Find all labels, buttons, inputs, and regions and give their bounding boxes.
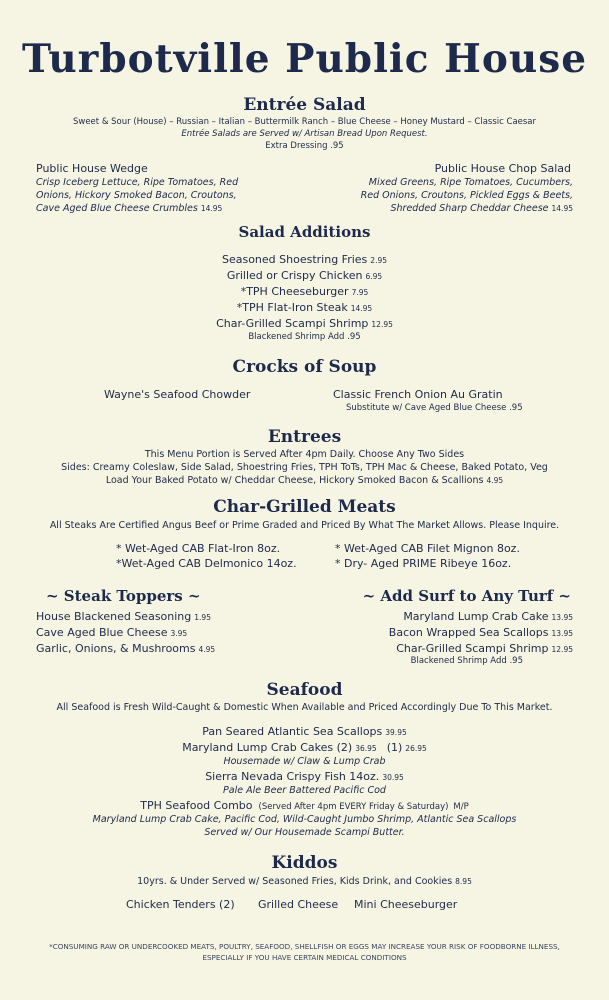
addition-name: *TPH Flat-Iron Steak [236,301,348,314]
crispy-fish-desc: Pale Ale Beer Battered Pacific Cod [223,785,386,796]
kids-chicken-tenders: Chicken Tenders (2) [126,898,235,911]
sides-list: Sides: Creamy Coleslaw, Side Salad, Shoestring Fries, TPH ToTs, TPH Mac & Cheese, Baked Potato, Veg [61,462,548,473]
salad-additions-heading: Salad Additions [238,223,371,241]
kiddos-note: 10yrs. & Under Served w/ Seasoned Fries, Kids Drink, and Cookies [137,876,453,887]
topper-price: 4.95 [198,645,216,654]
addition-name: *TPH Cheeseburger [240,285,349,298]
menu-title: Turbotville Public House [21,36,588,82]
prime-ribeye: * Dry- Aged PRIME Ribeye 16oz. [335,557,512,570]
kids-mini-cheeseburger: Mini Cheeseburger [354,898,458,911]
seafood-combo-desc-2: Served w/ Our Housemade Scampi Butter. [204,827,405,838]
addition-price: 2.95 [370,256,387,265]
topper-item [36,610,211,623]
wedge-desc-3: Cave Aged Blue Cheese Crumbles [36,203,198,214]
extra-dressing: Extra Dressing .95 [265,141,344,151]
french-onion-soup: Classic French Onion Au Gratin [333,388,503,401]
health-disclaimer-1: *CONSUMING RAW OR UNDERCOOKED MEATS, POULTRY, SEAFOOD, SHELLFISH OR EGGS MAY INCREASE YOUR RISK OF FOODBORNE ILLNESS, [49,942,560,951]
load-potato-text: Load Your Baked Potato w/ Cheddar Cheese, Hickory Smoked Bacon & Scallions [105,475,484,486]
addition-name: Grilled or Crispy Chicken [226,269,363,282]
chop-price: 14.95 [551,204,573,213]
load-potato-row [0,475,609,486]
wedge-salad-name: Public House Wedge [36,162,148,175]
dressing-list: Sweet & Sour (House) – Russian – Italian – Buttermilk Ranch – Blue Cheese – Honey Mustard – Classic Caesar [72,117,537,127]
topper-item [36,642,215,655]
crispy-fish-price: 30.95 [382,773,404,782]
seafood-combo-name: TPH Seafood Combo [140,799,253,812]
addition-item [0,253,609,266]
seafood-combo-desc-1: Maryland Lump Crab Cake, Pacific Cod, Wild-Caught Jumbo Shrimp, Atlantic Sea Scallops [92,814,517,825]
addition-price: 14.95 [350,304,373,313]
wedge-desc-2: Onions, Hickory Smoked Bacon, Croutons, [36,190,237,201]
surf-name: Bacon Wrapped Sea Scallops [388,626,549,639]
entrees-heading: Entrees [267,427,342,447]
topper-name: Garlic, Onions, & Mushrooms [36,642,196,655]
chop-desc-1: Mixed Greens, Ripe Tomatoes, Cucumbers, [368,177,573,188]
delmonico-steak: *Wet-Aged CAB Delmonico 14oz. [116,557,297,570]
addition-price: 7.95 [351,288,369,297]
chop-salad-name: Public House Chop Salad [434,162,571,175]
soup-substitute-note: Substitute w/ Cave Aged Blue Cheese .95 [346,403,523,413]
chop-desc-3-row [390,203,573,214]
seafood-chowder: Wayne's Seafood Chowder [104,388,251,401]
crab-cake-single: (1) [386,741,403,754]
entree-salad-heading: Entrée Salad [243,95,366,115]
surf-price: 12.95 [551,645,573,654]
surf-item [389,626,573,639]
seafood-combo-item [0,799,609,812]
wedge-desc-3-row [36,203,222,214]
seafood-note: All Seafood is Fresh Wild-Caught & Domestic When Available and Priced Accordingly Due To This Market. [56,702,553,713]
wedge-desc-1: Crisp Iceberg Lettuce, Ripe Tomatoes, Red [36,177,239,188]
surf-item [396,642,573,655]
addition-item [0,301,609,314]
surf-blackened-note: Blackened Shrimp Add .95 [410,656,523,666]
kiddos-heading: Kiddos [271,853,338,873]
addition-name: Seasoned Shoestring Fries [221,253,368,266]
crispy-fish-item [0,770,609,783]
flat-iron-steak: * Wet-Aged CAB Flat-Iron 8oz. [116,542,281,555]
crab-cakes-name: Maryland Lump Crab Cakes (2) [182,741,353,754]
wedge-price: 14.95 [200,204,223,213]
seafood-heading: Seafood [266,680,343,700]
load-potato-price: 4.95 [486,476,504,485]
add-surf-heading: ~ Add Surf to Any Turf ~ [362,587,571,605]
kiddos-price: 8.95 [455,877,472,886]
addition-name: Char-Grilled Scampi Shrimp [216,317,369,330]
crab-cakes-price: 36.95 [355,744,377,753]
addition-price: 6.95 [365,272,383,281]
chop-desc-3: Shredded Sharp Cheddar Cheese [390,203,549,214]
surf-name: Maryland Lump Crab Cake [403,610,549,623]
filet-mignon: * Wet-Aged CAB Filet Mignon 8oz. [335,542,520,555]
surf-price: 13.95 [551,629,573,638]
meats-note: All Steaks Are Certified Angus Beef or Prime Graded and Priced By What The Market Allows. Please Inquire. [49,520,560,531]
scallops-item [0,725,609,738]
bread-note: Entrée Salads are Served w/ Artisan Bread Upon Request. [181,129,428,139]
surf-item [403,610,573,623]
topper-price: 1.95 [194,613,211,622]
seafood-combo-price: M/P [453,802,469,812]
surf-name: Char-Grilled Scampi Shrimp [396,642,549,655]
addition-price: 12.95 [371,320,393,329]
meats-heading: Char-Grilled Meats [213,497,396,517]
topper-item [36,626,187,639]
entrees-note: This Menu Portion is Served After 4pm Daily. Choose Any Two Sides [144,449,465,460]
addition-item [0,317,609,330]
kids-grilled-cheese: Grilled Cheese [258,898,339,911]
scallops-name: Pan Seared Atlantic Sea Scallops [202,725,383,738]
seafood-combo-note: (Served After 4pm EVERY Friday & Saturday) [258,802,449,812]
soup-heading: Crocks of Soup [232,357,377,377]
topper-name: House Blackened Seasoning [36,610,192,623]
surf-price: 13.95 [551,613,573,622]
addition-item [0,269,609,282]
scallops-price: 39.95 [385,728,407,737]
crab-cakes-desc: Housemade w/ Claw & Lump Crab [223,756,386,767]
chop-desc-2: Red Onions, Croutons, Pickled Eggs & Beets, [360,190,573,201]
crispy-fish-name: Sierra Nevada Crispy Fish 14oz. [205,770,380,783]
addition-item [0,285,609,298]
topper-name: Cave Aged Blue Cheese [36,626,168,639]
steak-toppers-heading: ~ Steak Toppers ~ [46,587,201,605]
kiddos-note-row [0,876,609,887]
health-disclaimer-2: ESPECIALLY IF YOU HAVE CERTAIN MEDICAL CONDITIONS [202,953,407,962]
topper-price: 3.95 [170,629,188,638]
crab-cake-single-price: 26.95 [405,744,427,753]
crab-cakes-item [0,741,609,754]
blackened-shrimp-note: Blackened Shrimp Add .95 [248,332,361,342]
